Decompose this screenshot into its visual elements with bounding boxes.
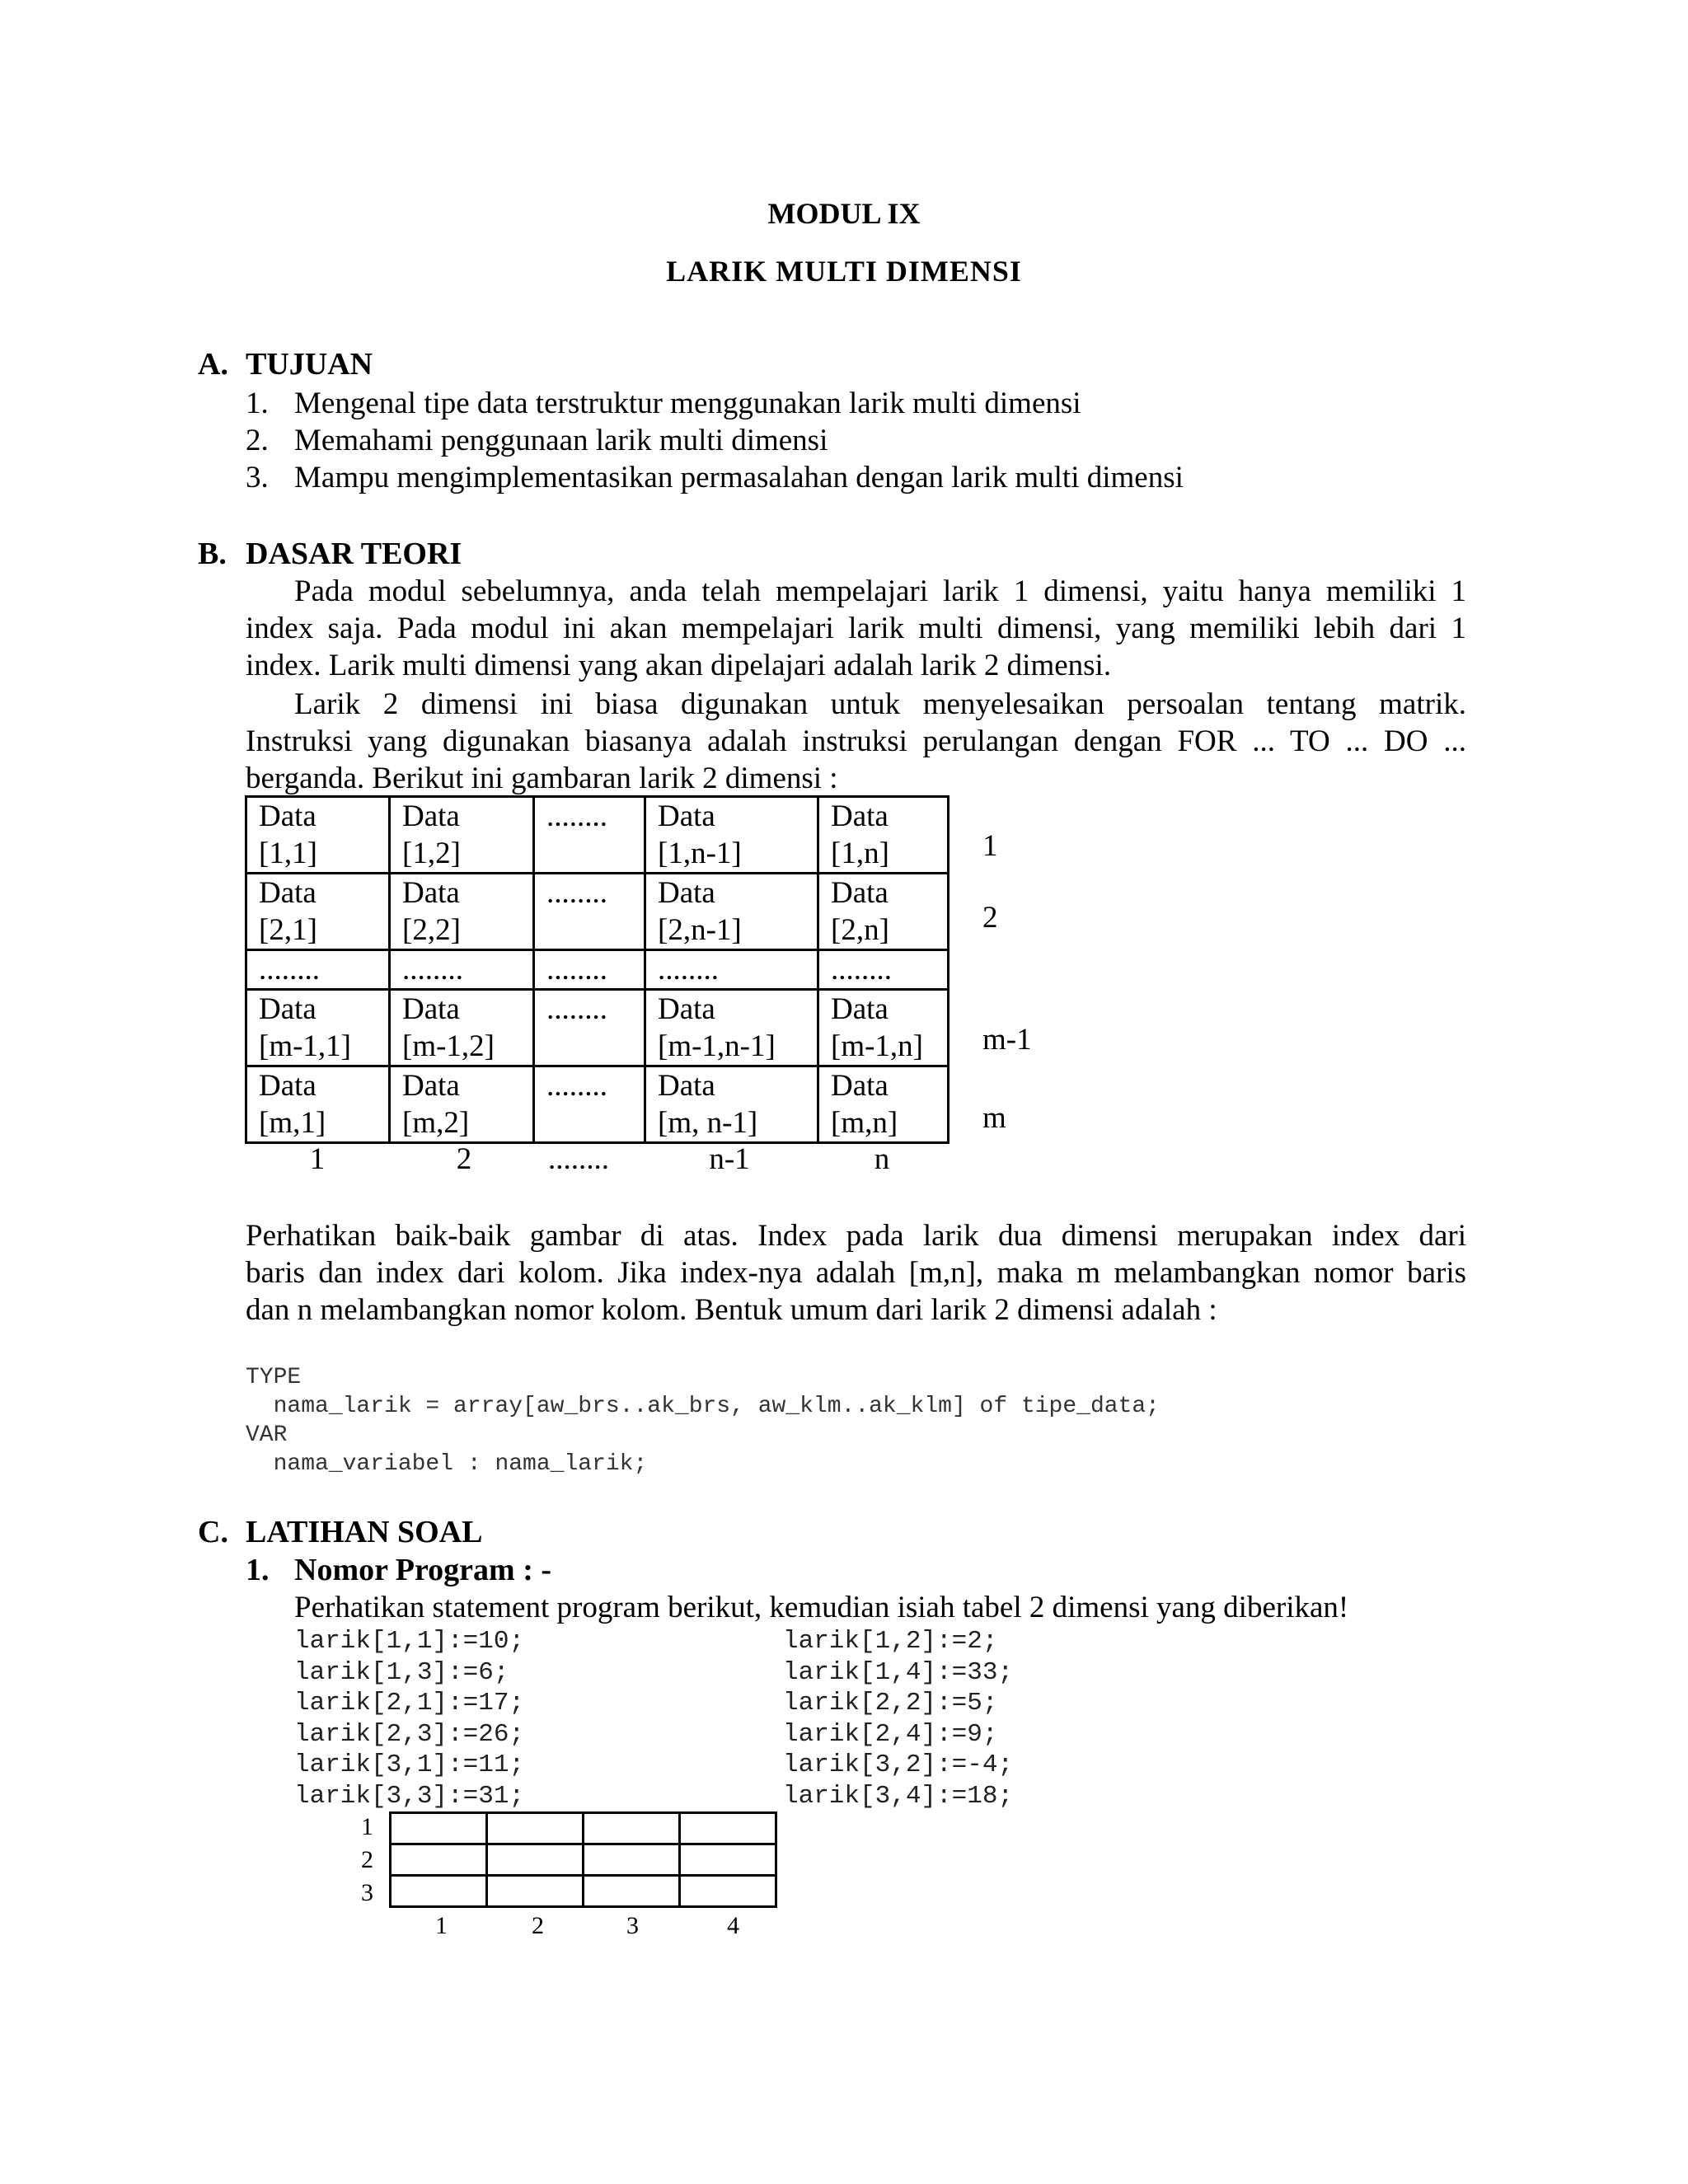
matrix-cell: Data [2,2] bbox=[390, 874, 534, 950]
code-line: larik[1,1]:=10; bbox=[294, 1627, 525, 1656]
matrix-cell: Data [2,n] bbox=[818, 874, 949, 950]
paragraph-line: index. Larik multi dimensi yang akan dipelajari adalah larik 2 dimensi. bbox=[246, 649, 1112, 682]
matrix-cell: Data [2,n-1] bbox=[645, 874, 818, 950]
matrix-row-label: m bbox=[982, 1101, 1006, 1135]
code-line: VAR bbox=[246, 1422, 288, 1448]
matrix-col-label: 1 bbox=[309, 1142, 326, 1176]
matrix-cell: Data [m-1,n-1] bbox=[645, 990, 818, 1066]
matrix-cell: Data [2,1] bbox=[246, 874, 390, 950]
module-subtitle: LARIK MULTI DIMENSI bbox=[666, 255, 1022, 288]
section-c-title: LATIHAN SOAL bbox=[246, 1515, 483, 1549]
code-line: TYPE bbox=[246, 1365, 302, 1390]
matrix-cell: Data [m,2] bbox=[390, 1066, 534, 1143]
matrix-cell: Data [m,1] bbox=[246, 1066, 390, 1143]
objective-num: 1. bbox=[246, 387, 269, 420]
answer-row-label: 2 bbox=[361, 1846, 373, 1873]
matrix-row-label: 1 bbox=[982, 829, 998, 863]
code-line: nama_larik = array[aw_brs..ak_brs, aw_klm..ak_klm] of tipe_data; bbox=[246, 1394, 1160, 1419]
code-line: larik[1,2]:=2; bbox=[783, 1627, 998, 1656]
answer-cell[interactable] bbox=[391, 1844, 487, 1876]
paragraph-line: Instruksi yang digunakan biasanya adalah instruksi perulangan dengan FOR ... TO ... DO ... bbox=[246, 724, 1466, 758]
objective-num: 2. bbox=[246, 424, 269, 457]
objective-num: 3. bbox=[246, 461, 269, 494]
code-line: larik[2,1]:=17; bbox=[294, 1689, 525, 1718]
answer-cell[interactable] bbox=[487, 1844, 584, 1876]
objective-text: Memahami penggunaan larik multi dimensi bbox=[294, 424, 828, 457]
matrix-cell: ........ bbox=[645, 950, 818, 990]
answer-cell[interactable] bbox=[391, 1876, 487, 1907]
matrix-cell: ........ bbox=[534, 990, 645, 1066]
matrix-cell: Data [m-1,n] bbox=[818, 990, 949, 1066]
code-line: larik[2,2]:=5; bbox=[783, 1689, 998, 1718]
answer-col-label: 1 bbox=[435, 1912, 448, 1939]
paragraph-line: Perhatikan baik-baik gambar di atas. Index pada larik dua dimensi merupakan index dari bbox=[246, 1219, 1466, 1253]
objective-text: Mampu mengimplementasikan permasalahan dengan larik multi dimensi bbox=[294, 461, 1184, 494]
matrix-cell: ........ bbox=[534, 950, 645, 990]
matrix-col-label: ........ bbox=[548, 1142, 609, 1176]
section-a-title: TUJUAN bbox=[246, 347, 373, 382]
answer-row-label: 1 bbox=[361, 1813, 373, 1840]
matrix-cell: Data [m, n-1] bbox=[645, 1066, 818, 1143]
answer-row-label: 3 bbox=[361, 1879, 373, 1906]
paragraph-line: Larik 2 dimensi ini biasa digunakan untuk menyelesaikan persoalan tentang matrik. bbox=[294, 687, 1466, 721]
matrix-cell: Data [m-1,1] bbox=[246, 990, 390, 1066]
answer-cell[interactable] bbox=[680, 1813, 776, 1844]
answer-cell[interactable] bbox=[487, 1876, 584, 1907]
code-line: larik[2,3]:=26; bbox=[294, 1719, 525, 1749]
matrix-col-label: n bbox=[874, 1142, 890, 1176]
section-a-label: A. bbox=[198, 347, 228, 382]
code-line: larik[3,4]:=18; bbox=[783, 1781, 1014, 1811]
matrix-row-label: 2 bbox=[982, 901, 998, 935]
module-title: MODUL IX bbox=[767, 197, 921, 230]
answer-cell[interactable] bbox=[680, 1844, 776, 1876]
matrix-cell: ........ bbox=[818, 950, 949, 990]
answer-cell[interactable] bbox=[391, 1813, 487, 1844]
code-line: larik[3,1]:=11; bbox=[294, 1750, 525, 1779]
section-b-label: B. bbox=[198, 537, 227, 571]
matrix-col-label: 2 bbox=[456, 1142, 472, 1176]
answer-col-label: 3 bbox=[626, 1912, 639, 1939]
matrix-cell: Data [m,n] bbox=[818, 1066, 949, 1143]
matrix-cell: Data [1,n-1] bbox=[645, 797, 818, 874]
exercise-title: Nomor Program : - bbox=[294, 1553, 551, 1587]
code-line: nama_variabel : nama_larik; bbox=[246, 1451, 648, 1477]
paragraph-line: berganda. Berikut ini gambaran larik 2 dimensi : bbox=[246, 762, 838, 795]
paragraph-line: dan n melambangkan nomor kolom. Bentuk umum dari larik 2 dimensi adalah : bbox=[246, 1293, 1217, 1327]
answer-col-label: 4 bbox=[727, 1912, 739, 1939]
paragraph-line: index saja. Pada modul ini akan mempelajari larik multi dimensi, yang memiliki lebih dari 1 bbox=[246, 612, 1466, 645]
answer-cell[interactable] bbox=[584, 1844, 680, 1876]
matrix-cell: ........ bbox=[246, 950, 390, 990]
matrix-cell: ........ bbox=[534, 797, 645, 874]
paragraph-line: Pada modul sebelumnya, anda telah mempelajari larik 1 dimensi, yaitu hanya memiliki 1 bbox=[294, 574, 1466, 608]
matrix-cell: Data [1,n] bbox=[818, 797, 949, 874]
code-line: larik[3,3]:=31; bbox=[294, 1781, 525, 1811]
answer-cell[interactable] bbox=[487, 1813, 584, 1844]
matrix-cell: Data [1,2] bbox=[390, 797, 534, 874]
code-line: larik[3,2]:=-4; bbox=[783, 1750, 1014, 1779]
answer-cell[interactable] bbox=[680, 1876, 776, 1907]
matrix-cell: Data [m-1,2] bbox=[390, 990, 534, 1066]
exercise-code-left bbox=[294, 1626, 524, 1811]
section-b-title: DASAR TEORI bbox=[246, 537, 462, 571]
exercise-instruction: Perhatikan statement program berikut, kemudian isiah tabel 2 dimensi yang diberikan! bbox=[294, 1591, 1349, 1624]
answer-table bbox=[389, 1811, 777, 1908]
matrix-row-label: m-1 bbox=[982, 1023, 1032, 1057]
code-line: larik[2,4]:=9; bbox=[783, 1719, 998, 1749]
exercise-code-right bbox=[783, 1626, 1013, 1811]
matrix-col-label: n-1 bbox=[709, 1142, 750, 1176]
matrix-cell: Data [1,1] bbox=[246, 797, 390, 874]
answer-cell[interactable] bbox=[584, 1876, 680, 1907]
matrix-cell: ........ bbox=[534, 874, 645, 950]
code-line: larik[1,4]:=33; bbox=[783, 1657, 1014, 1687]
matrix-diagram-table bbox=[245, 795, 950, 1144]
exercise-num: 1. bbox=[246, 1553, 270, 1587]
matrix-cell: ........ bbox=[390, 950, 534, 990]
paragraph-line: baris dan index dari kolom. Jika index-nya adalah [m,n], maka m melambangkan nomor baris bbox=[246, 1256, 1466, 1290]
answer-col-label: 2 bbox=[532, 1912, 544, 1939]
section-c-label: C. bbox=[198, 1515, 228, 1549]
objective-text: Mengenal tipe data terstruktur menggunakan larik multi dimensi bbox=[294, 387, 1081, 420]
code-line: larik[1,3]:=6; bbox=[294, 1657, 509, 1687]
answer-cell[interactable] bbox=[584, 1813, 680, 1844]
matrix-cell: ........ bbox=[534, 1066, 645, 1143]
